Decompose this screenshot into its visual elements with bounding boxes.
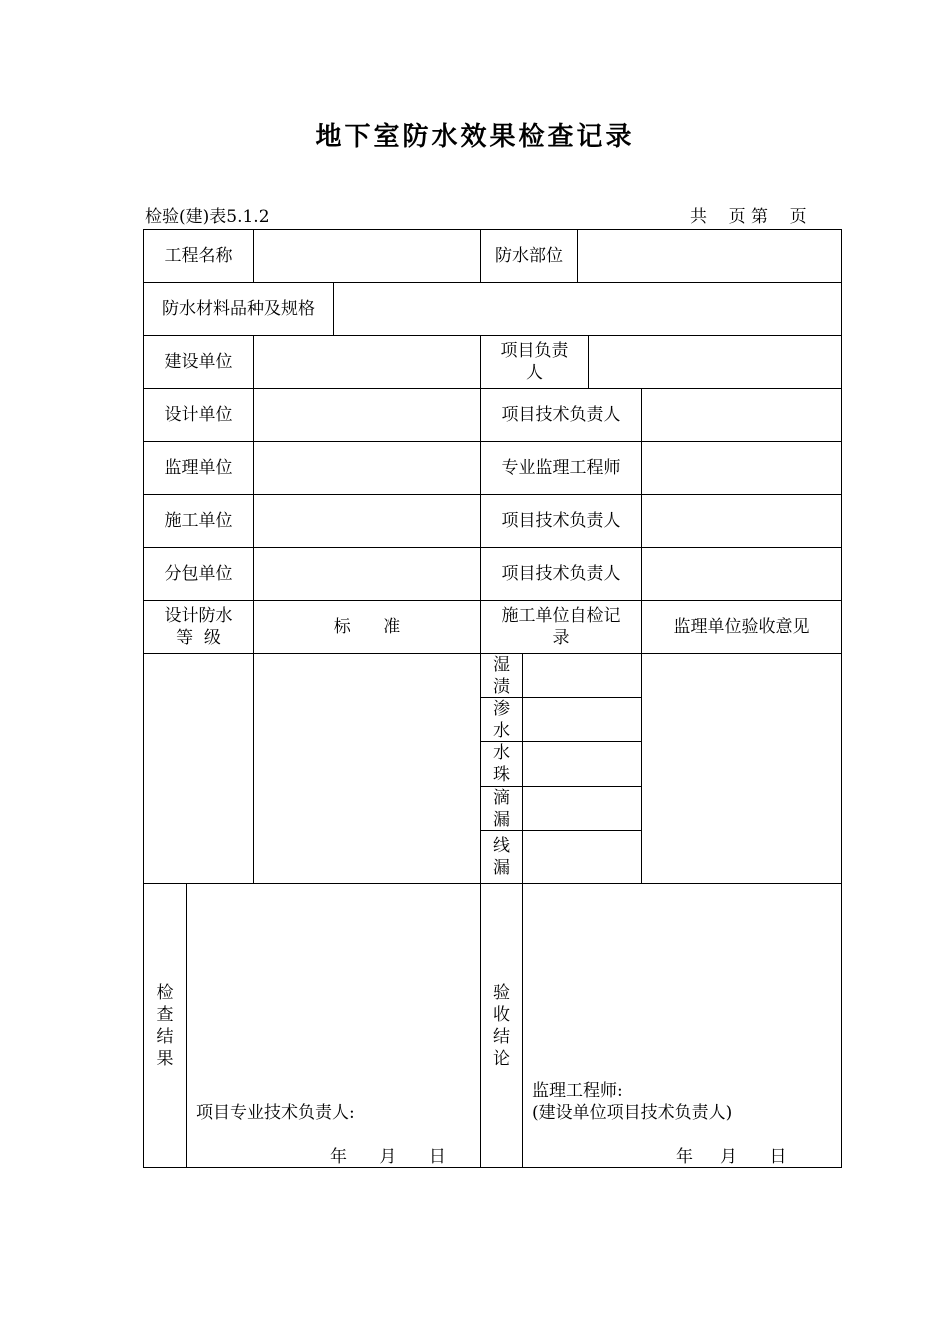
- check-item-label: 渗 水: [480, 697, 523, 742]
- material-spec-label: 防水材料品种及规格: [143, 282, 334, 336]
- check-item-label: 线 漏: [480, 830, 523, 884]
- check-item-value[interactable]: [522, 653, 642, 698]
- design-tech-leader-value[interactable]: [641, 388, 842, 442]
- check-item-value[interactable]: [522, 697, 642, 742]
- acceptance-area[interactable]: [522, 883, 842, 1168]
- construction-unit-label: 建设单位: [143, 335, 254, 389]
- contractor-label: 施工单位: [143, 494, 254, 548]
- acceptance-label: 验 收 结 论: [480, 883, 523, 1168]
- acceptance-signer: 监理工程师:: [532, 1081, 623, 1101]
- design-grade-header: 设计防水 等 级: [143, 600, 254, 654]
- contractor-value[interactable]: [253, 494, 481, 548]
- check-item-label: 滴 漏: [480, 786, 523, 831]
- design-tech-leader-label: 项目技术负责人: [480, 388, 642, 442]
- supervision-opinion-header: 监理单位验收意见: [641, 600, 842, 654]
- check-result-area[interactable]: [186, 883, 481, 1168]
- check-result-label: 检 查 结 果: [143, 883, 187, 1168]
- subcontractor-label: 分包单位: [143, 547, 254, 601]
- check-item-value[interactable]: [522, 830, 642, 884]
- design-unit-label: 设计单位: [143, 388, 254, 442]
- standard-header: 标 准: [253, 600, 481, 654]
- self-check-header: 施工单位自检记 录: [480, 600, 642, 654]
- waterproof-part-label: 防水部位: [480, 229, 578, 283]
- supervision-unit-value[interactable]: [253, 441, 481, 495]
- design-unit-value[interactable]: [253, 388, 481, 442]
- project-name-value[interactable]: [253, 229, 481, 283]
- check-item-value[interactable]: [522, 786, 642, 831]
- subcontractor-value[interactable]: [253, 547, 481, 601]
- check-date: 年 月 日: [330, 1147, 446, 1167]
- design-grade-value[interactable]: [143, 653, 254, 884]
- supervision-unit-label: 监理单位: [143, 441, 254, 495]
- subcontractor-tech-leader-value[interactable]: [641, 547, 842, 601]
- project-name-label: 工程名称: [143, 229, 254, 283]
- page-count: 共 页 第 页: [690, 207, 807, 227]
- waterproof-part-value[interactable]: [577, 229, 842, 283]
- form-number: 检验(建)表5.1.2: [145, 207, 270, 227]
- page-title: 地下室防水效果检查记录: [315, 122, 635, 152]
- supervision-engineer-label: 专业监理工程师: [480, 441, 642, 495]
- project-leader-label: 项目负责 人: [480, 335, 589, 389]
- acceptance-signer-sub: (建设单位项目技术负责人): [532, 1103, 733, 1123]
- check-item-label: 水 珠: [480, 741, 523, 787]
- check-signer: 项目专业技术负责人:: [196, 1103, 355, 1123]
- contractor-tech-leader-label: 项目技术负责人: [480, 494, 642, 548]
- check-item-value[interactable]: [522, 741, 642, 787]
- acceptance-date: 年 月 日: [676, 1147, 787, 1167]
- construction-unit-value[interactable]: [253, 335, 481, 389]
- supervision-opinion-value[interactable]: [641, 653, 842, 884]
- contractor-tech-leader-value[interactable]: [641, 494, 842, 548]
- material-spec-value[interactable]: [333, 282, 842, 336]
- supervision-engineer-value[interactable]: [641, 441, 842, 495]
- project-leader-value[interactable]: [588, 335, 842, 389]
- check-item-label: 湿 渍: [480, 653, 523, 698]
- standard-value[interactable]: [253, 653, 481, 884]
- subcontractor-tech-leader-label: 项目技术负责人: [480, 547, 642, 601]
